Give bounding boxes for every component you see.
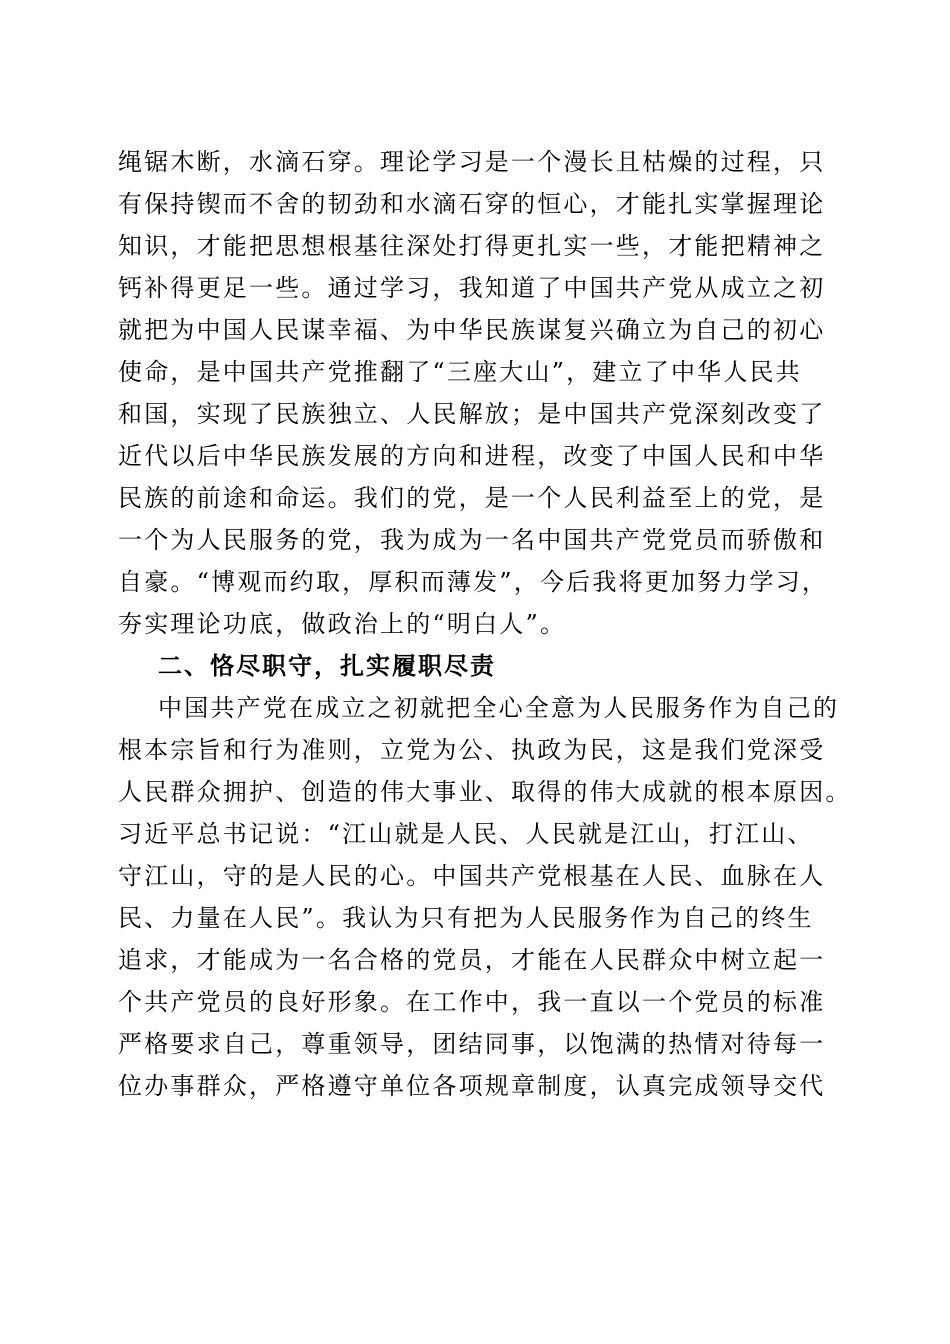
paragraph2-line: 追求，才能成为一名合格的党员，才能在人民群众中树立起一: [118, 946, 826, 974]
paragraph1-line: 一个为人民服务的党，我为成为一名中国共产党党员而骄傲和: [118, 526, 826, 554]
paragraph2-line: 人民群众拥护、创造的伟大事业、取得的伟大成就的根本原因。: [118, 778, 852, 806]
paragraph2-line: 中国共产党在成立之初就把全心全意为人民服务作为自己的: [158, 694, 840, 722]
paragraph1-line: 有保持锲而不舍的韧劲和水滴石穿的恒心，才能扎实掌握理论: [118, 190, 826, 218]
paragraph1-line: 知识，才能把思想根基往深处打得更扎实一些，才能把精神之: [118, 232, 826, 260]
paragraph2-line: 个共产党员的良好形象。在工作中，我一直以一个党员的标准: [118, 988, 826, 1016]
paragraph1-line: 绳锯木断，水滴石穿。理论学习是一个漫长且枯燥的过程，只: [118, 148, 826, 176]
paragraph1-line: 夯实理论功底，做政治上的“明白人”。: [118, 610, 567, 638]
paragraph1-line: 自豪。“博观而约取，厚积而薄发”，今后我将更加努力学习，: [118, 568, 829, 596]
paragraph1-line: 使命，是中国共产党推翻了“三座大山”，建立了中华人民共: [118, 358, 802, 386]
paragraph2-line: 严格要求自己，尊重领导，团结同事，以饱满的热情对待每一: [118, 1030, 826, 1058]
paragraph2-line: 习近平总书记说：“江山就是人民、人民就是江山，打江山、: [118, 820, 814, 848]
paragraph2-line: 根本宗旨和行为准则，立党为公、执政为民，这是我们党深受: [118, 736, 826, 764]
paragraph1-line: 就把为中国人民谋幸福、为中华民族谋复兴确立为自己的初心: [118, 316, 826, 344]
paragraph2-line: 守江山，守的是人民的心。中国共产党根基在人民、血脉在人: [118, 862, 826, 890]
paragraph1-line: 钙补得更足一些。通过学习，我知道了中国共产党从成立之初: [118, 274, 826, 302]
paragraph2-line: 位办事群众，严格遵守单位各项规章制度，认真完成领导交代: [118, 1072, 826, 1100]
paragraph1-line: 民族的前途和命运。我们的党，是一个人民利益至上的党，是: [118, 484, 826, 512]
section-heading: 二、恪尽职守，扎实履职尽责: [158, 652, 496, 680]
paragraph1-line: 近代以后中华民族发展的方向和进程，改变了中国人民和中华: [118, 442, 826, 470]
paragraph2-line: 民、力量在人民”。我认为只有把为人民服务作为自己的终生: [118, 904, 814, 932]
paragraph1-line: 和国，实现了民族独立、人民解放；是中国共产党深刻改变了: [118, 400, 826, 428]
